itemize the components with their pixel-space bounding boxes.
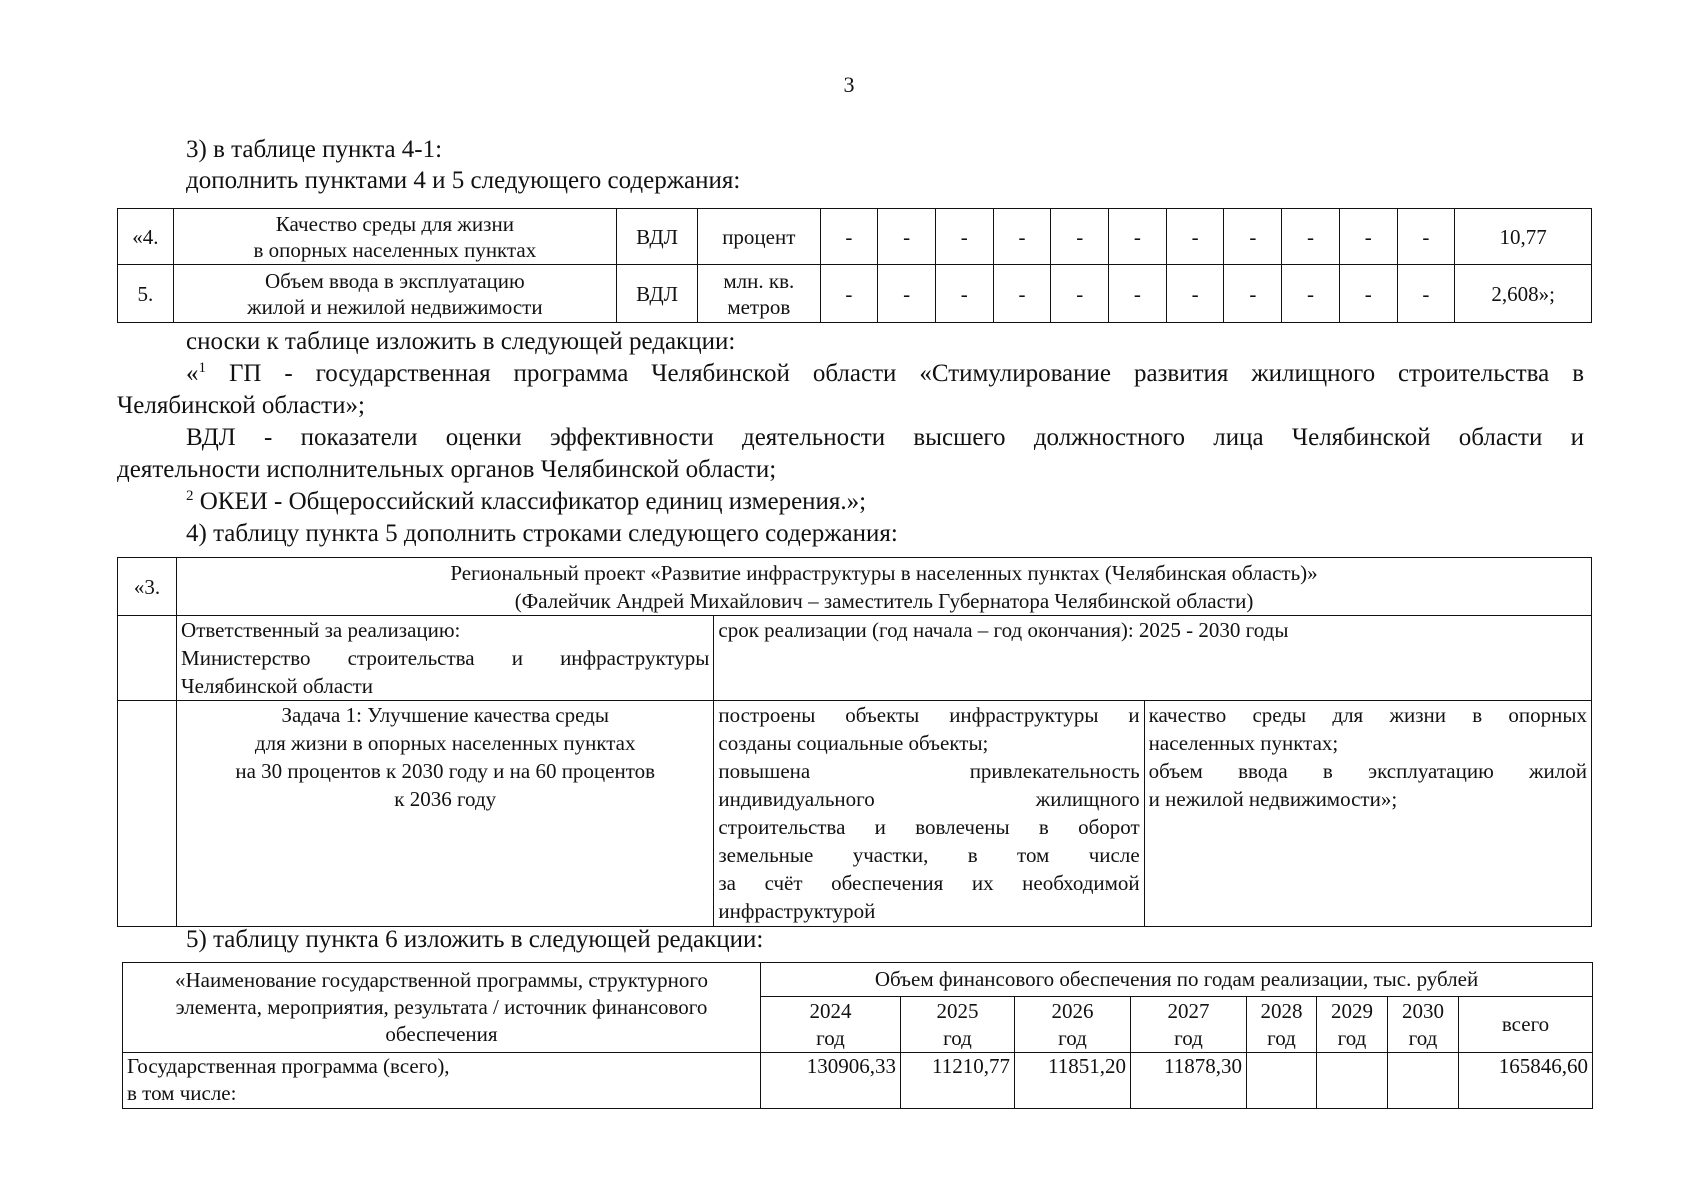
dash-cell: - bbox=[1397, 265, 1455, 323]
row-number: «4. bbox=[118, 209, 174, 265]
total-header: всего bbox=[1459, 997, 1593, 1053]
dash-cell: - bbox=[820, 265, 878, 323]
dash-cell: - bbox=[993, 265, 1051, 323]
dash-cell: - bbox=[878, 265, 936, 323]
dash-cell: - bbox=[1339, 209, 1397, 265]
table-row bbox=[123, 1053, 1593, 1109]
project-table bbox=[117, 557, 1592, 927]
dash-cell: - bbox=[1051, 209, 1109, 265]
section3-heading: 3) в таблице пункта 4-1: bbox=[186, 136, 443, 163]
dash-cell: - bbox=[1282, 265, 1340, 323]
dash-cell: - bbox=[1224, 265, 1282, 323]
dash-cell: - bbox=[993, 209, 1051, 265]
year-header-2030: 2030 год bbox=[1388, 997, 1459, 1053]
year-header-2028: 2028 год bbox=[1247, 997, 1317, 1053]
footnote-vdl-line1: ВДЛ - показатели оценки эффективности деятельности высшего должностного лица Челябинской области и bbox=[186, 424, 1584, 451]
total-cell: 165846,60 bbox=[1459, 1053, 1593, 1109]
table-row bbox=[118, 616, 1592, 701]
indicator-name: Объем ввода в эксплуатацию жилой и нежилой недвижимости bbox=[173, 265, 616, 323]
footnote-1-line1: «$^1$ ГП - государственная программа Челябинской области «Стимулирование развития жилищного строительства в bbox=[186, 360, 1584, 387]
dash-cell: - bbox=[1166, 265, 1224, 323]
dash-cell: - bbox=[1339, 265, 1397, 323]
project-title: Региональный проект «Развитие инфраструктуры в населенных пунктах (Челябинская область)» (Фалейчик Андрей Михайлович – заместитель Губернатора Челябинской области) bbox=[177, 558, 1592, 616]
dash-cell: - bbox=[1166, 209, 1224, 265]
indicator-unit: млн. кв. метров bbox=[698, 265, 820, 323]
dash-cell: - bbox=[1109, 209, 1167, 265]
dash-cell: - bbox=[1282, 209, 1340, 265]
indicator-value: 2,608»; bbox=[1455, 265, 1592, 323]
indicator-source: ВДЛ bbox=[617, 209, 698, 265]
name-header: «Наименование государственной программы, структурного элемента, мероприятия, результата / источник финансового обеспечения bbox=[123, 963, 761, 1053]
row-name: Государственная программа (всего), в том числе: bbox=[123, 1053, 761, 1109]
indicators-cell: качество среды для жизни в опорных населенных пунктах; объем ввода в эксплуатацию жилой и нежилой недвижимости»; bbox=[1144, 701, 1591, 927]
indicators-table bbox=[117, 208, 1592, 323]
row-number: «3. bbox=[118, 558, 177, 616]
year-header-2029: 2029 год bbox=[1317, 997, 1388, 1053]
section5-heading: 5) таблицу пункта 6 изложить в следующей редакции: bbox=[186, 926, 764, 953]
dash-cell: - bbox=[935, 265, 993, 323]
year-header-2026: 2026 год bbox=[1015, 997, 1131, 1053]
table-row bbox=[118, 701, 1592, 927]
section3-subheading: дополнить пунктами 4 и 5 следующего содержания: bbox=[186, 167, 741, 194]
footnotes-intro: сноски к таблице изложить в следующей редакции: bbox=[186, 328, 736, 355]
footnote-2: $^2$ ОКЕИ - Общероссийский классификатор единиц измерения.»; bbox=[186, 488, 867, 515]
dash-cell: - bbox=[820, 209, 878, 265]
row-number: 5. bbox=[118, 265, 174, 323]
indicator-unit: процент bbox=[698, 209, 820, 265]
value-cell: 130906,33 bbox=[761, 1053, 901, 1109]
footnote-vdl-line2: деятельности исполнительных органов Челябинской области; bbox=[117, 456, 777, 483]
dash-cell: - bbox=[1224, 209, 1282, 265]
value-cell: 11851,20 bbox=[1015, 1053, 1131, 1109]
finance-table bbox=[122, 962, 1593, 1109]
dash-cell: - bbox=[1397, 209, 1455, 265]
value-cell: 11210,77 bbox=[901, 1053, 1015, 1109]
footnote-1-line2: Челябинской области»; bbox=[117, 392, 365, 419]
year-header-2025: 2025 год bbox=[901, 997, 1015, 1053]
table-row bbox=[118, 209, 1592, 265]
dash-cell: - bbox=[878, 209, 936, 265]
indicator-value: 10,77 bbox=[1455, 209, 1592, 265]
footnote-2-mark: 2 bbox=[186, 488, 194, 504]
dash-cell: - bbox=[935, 209, 993, 265]
indicator-source: ВДЛ bbox=[617, 265, 698, 323]
term-cell: срок реализации (год начала – год окончания): 2025 - 2030 годы bbox=[714, 616, 1592, 701]
table-row bbox=[118, 265, 1592, 323]
value-cell: 11878,30 bbox=[1131, 1053, 1247, 1109]
year-header-2024: 2024 год bbox=[761, 997, 901, 1053]
section4-heading: 4) таблицу пункта 5 дополнить строками следующего содержания: bbox=[186, 520, 898, 547]
footnote-1-mark: 1 bbox=[198, 360, 206, 376]
value-cell bbox=[1317, 1053, 1388, 1109]
results-cell: построены объекты инфраструктуры и созданы социальные объекты; повышена привлекательность индивидуального жилищного строительства и вовлечены в оборот земельные участки, в том числе за счёт обеспечения их необходимой инфраструктурой bbox=[714, 701, 1144, 927]
dash-cell: - bbox=[1109, 265, 1167, 323]
value-cell bbox=[1388, 1053, 1459, 1109]
table-row bbox=[118, 558, 1592, 616]
dash-cell: - bbox=[1051, 265, 1109, 323]
indicator-name: Качество среды для жизни в опорных населенных пунктах bbox=[173, 209, 616, 265]
finance-header: Объем финансового обеспечения по годам реализации, тыс. рублей bbox=[761, 963, 1593, 997]
responsible-cell: Ответственный за реализацию: Министерство строительства и инфраструктуры Челябинской области bbox=[177, 616, 714, 701]
year-header-2027: 2027 год bbox=[1131, 997, 1247, 1053]
table-header-row bbox=[123, 963, 1593, 997]
task-cell: Задача 1: Улучшение качества среды для жизни в опорных населенных пунктах на 30 процентов к 2030 году и на 60 процентов к 2036 году bbox=[177, 701, 714, 927]
value-cell bbox=[1247, 1053, 1317, 1109]
page-number: 3 bbox=[843, 72, 855, 97]
